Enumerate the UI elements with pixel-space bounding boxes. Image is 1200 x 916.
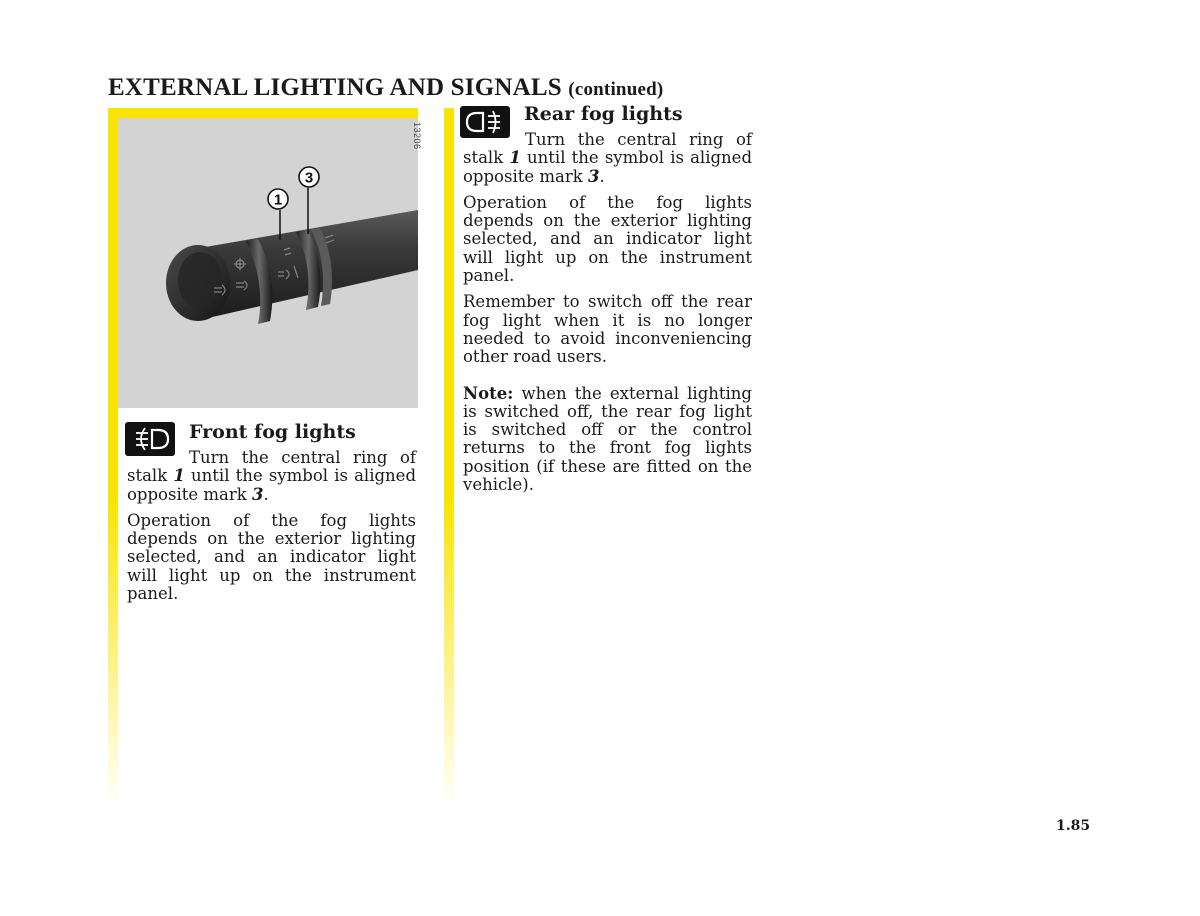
rear-fog-instruction-end: . [599, 166, 605, 186]
front-fog-operation: Operation of the fog lights depends on the exterior lighting selected, and an indicator light will light up on the instrument panel. [127, 510, 416, 604]
callout-1-label: 1 [273, 191, 283, 209]
front-fog-body [127, 449, 416, 611]
rear-fog-note [463, 385, 752, 495]
middle-accent-bar [444, 108, 454, 808]
rear-fog-mark-ref: 3 [588, 166, 600, 186]
front-fog-stalk-ref: 1 [173, 466, 185, 486]
figure-top-strip [118, 108, 418, 118]
title-main: EXTERNAL LIGHTING AND SIGNALS [108, 74, 562, 101]
stalk-illustration [118, 118, 422, 408]
page-number: 1.85 [1056, 818, 1091, 834]
page-title [108, 74, 663, 102]
note-label: Note: [463, 383, 514, 403]
front-fog-instruction-b: until the symbol is aligned opposite mark [127, 466, 417, 504]
rear-fog-instruction-b: until the symbol is aligned opposite mark [463, 148, 753, 186]
front-fog-instruction [127, 449, 416, 504]
rear-fog-operation: Operation of the fog lights depends on the exterior lighting selected, and an indicator light will light up on the instrument panel. [463, 192, 752, 286]
rear-fog-instruction [463, 131, 752, 186]
figure-code: 13206 [412, 122, 422, 150]
note-text: when the external lighting is switched off, the rear fog light is switched off or the control returns to the front fog lights position (if these are fitted on the vehicle). [463, 383, 752, 495]
callout-3-label: 3 [304, 169, 314, 187]
front-fog-heading: Front fog lights [189, 421, 356, 443]
left-accent-bar [108, 108, 118, 808]
front-fog-instruction-end: . [263, 484, 269, 504]
rear-fog-instruction-a: Turn the central ring of stalk [463, 130, 752, 168]
rear-fog-heading: Rear fog lights [524, 103, 683, 125]
title-suffix: (continued) [568, 79, 664, 100]
front-fog-mark-ref: 3 [252, 484, 264, 504]
rear-fog-body [463, 131, 752, 502]
rear-fog-stalk-ref: 1 [509, 148, 521, 168]
front-fog-instruction-a: Turn the central ring of stalk [127, 448, 416, 486]
rear-fog-reminder: Remember to switch off the rear fog light when it is no longer needed to avoid inconveniencing other road users. [463, 292, 752, 367]
